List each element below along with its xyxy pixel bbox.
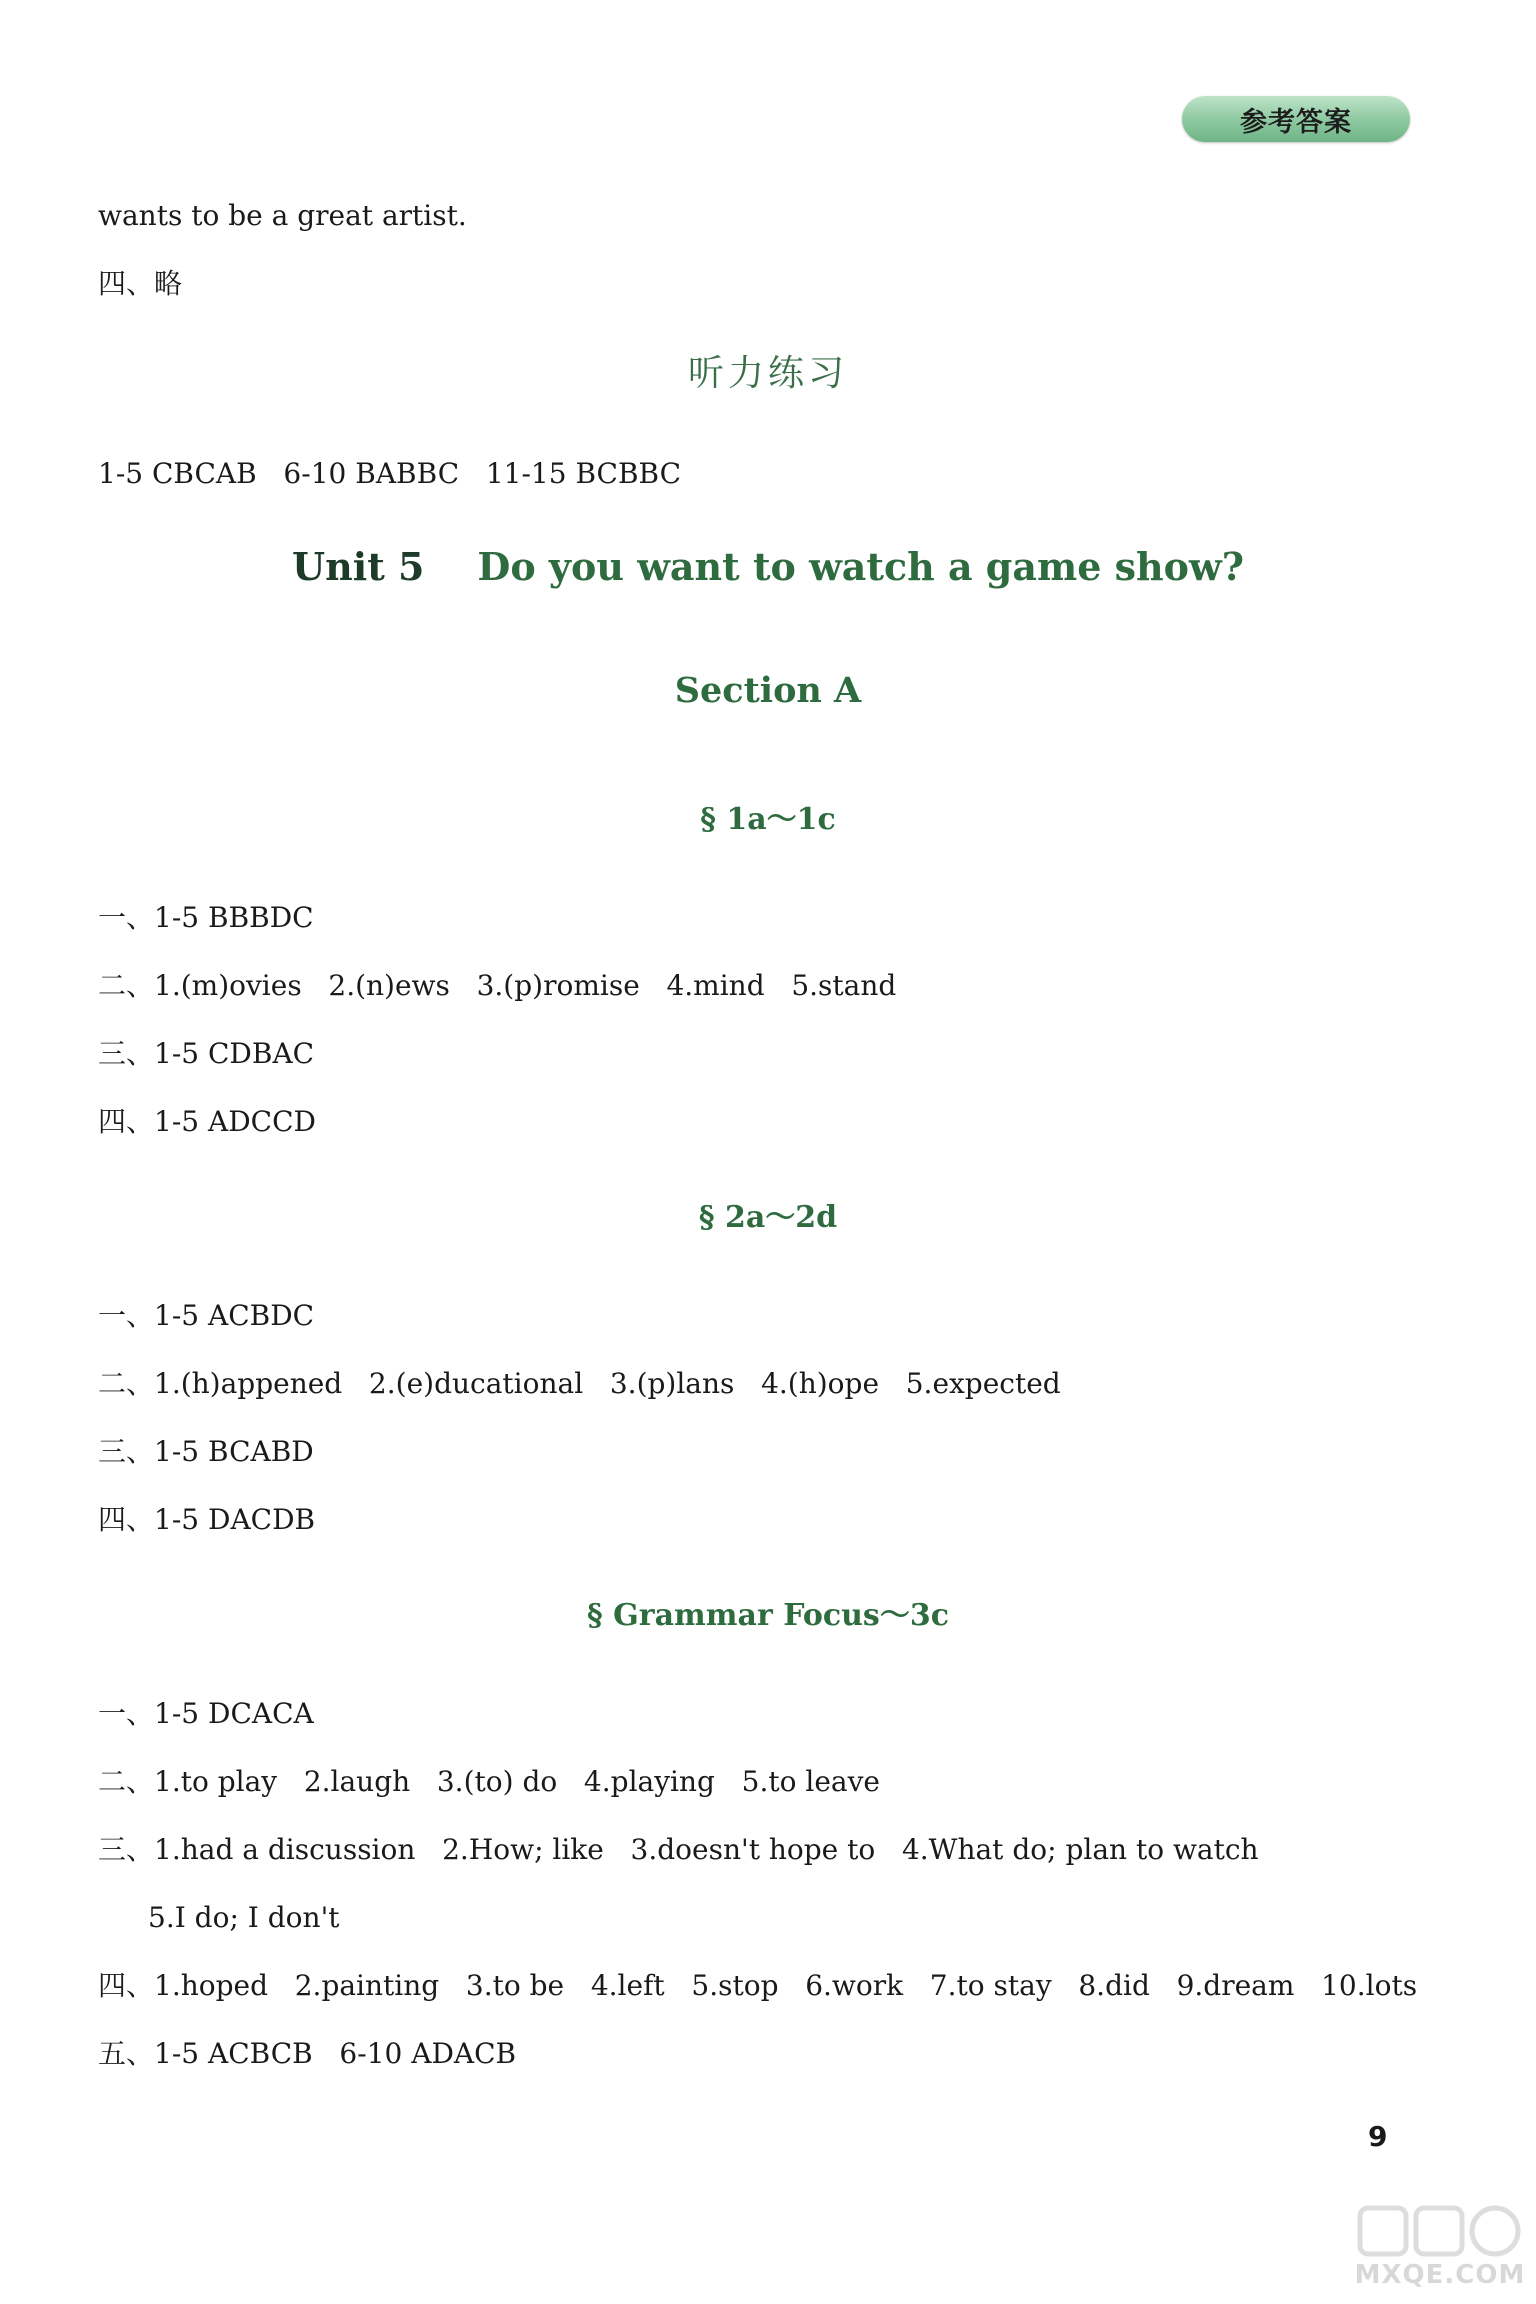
- section-four-omitted: 四、略: [98, 267, 183, 300]
- watermark: [1350, 2200, 1530, 2296]
- answer-line: 二、1.(h)appened 2.(e)ducational 3.(p)lans 4.(h)ope 5.expected: [98, 1367, 1061, 1400]
- listening-answers: 1-5 CBCAB 6-10 BABBC 11-15 BCBBC: [98, 457, 682, 490]
- subsection-title-grammar-focus: § Grammar Focus～3c: [587, 1598, 949, 1633]
- answer-line: 三、1.had a discussion 2.How; like 3.doesn't hope to 4.What do; plan to watch: [98, 1833, 1259, 1866]
- answer-line-continued: 5.I do; I don't: [148, 1901, 340, 1934]
- subsection-title-1a-1c: § 1a～1c: [700, 802, 836, 837]
- unit-heading: Do you want to watch a game show?: [477, 544, 1244, 589]
- unit-number: Unit 5: [292, 544, 425, 589]
- answer-line: 五、1-5 ACBCB 6-10 ADACB: [98, 2037, 517, 2070]
- answer-line: 四、1-5 ADCCD: [98, 1105, 316, 1138]
- watermark-logo-icon: [1350, 2200, 1530, 2262]
- watermark-text: MXQE.COM: [1354, 2260, 1526, 2290]
- page-number: 9: [1368, 2120, 1388, 2153]
- answer-key-badge: 参考答案: [1182, 96, 1410, 142]
- listening-practice-title: 听力练习: [687, 353, 848, 394]
- answer-line: 三、1-5 BCABD: [98, 1435, 314, 1468]
- answer-line: 三、1-5 CDBAC: [98, 1037, 315, 1070]
- subsection-title-2a-2d: § 2a～2d: [698, 1200, 838, 1235]
- answer-line: 一、1-5 DCACA: [98, 1697, 314, 1730]
- section-title: Section A: [674, 670, 862, 711]
- continued-answer-line: wants to be a great artist.: [98, 199, 467, 232]
- answer-line: 二、1.(m)ovies 2.(n)ews 3.(p)romise 4.mind 5.stand: [98, 969, 897, 1002]
- unit-title: [0, 542, 1536, 592]
- answer-line: 一、1-5 BBBDC: [98, 901, 314, 934]
- answer-line: 二、1.to play 2.laugh 3.(to) do 4.playing 5.to leave: [98, 1765, 880, 1798]
- answer-line: 四、1-5 DACDB: [98, 1503, 316, 1536]
- answer-line: 一、1-5 ACBDC: [98, 1299, 315, 1332]
- answer-line: 四、1.hoped 2.painting 3.to be 4.left 5.stop 6.work 7.to stay 8.did 9.dream 10.lots: [98, 1969, 1418, 2002]
